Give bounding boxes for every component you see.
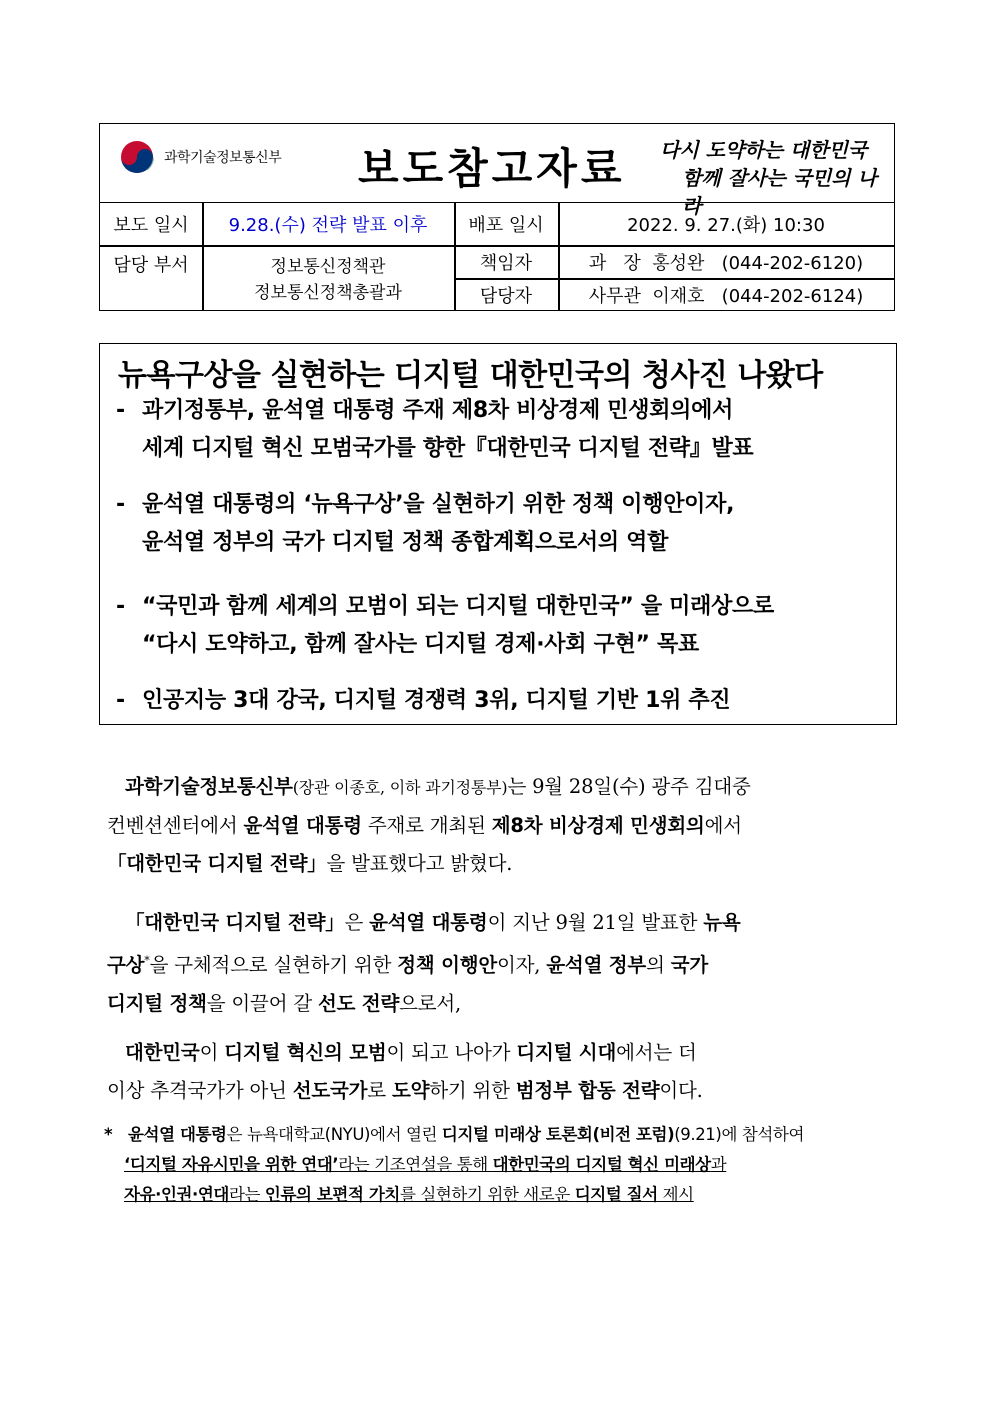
headline-bullet — [116, 486, 734, 562]
text-span: 를 실현하기 위한 새로운 — [399, 1185, 575, 1204]
text-span: 대한민국 — [125, 1041, 200, 1064]
bullet-line-2: “다시 도약하고, 함께 잘사는 디지털 경제·사회 구현” 목표 — [142, 632, 699, 657]
text-span: 구상 — [107, 953, 145, 977]
department-line-2: 정보통신정책총괄과 — [254, 282, 402, 303]
bullet-line-2: 세계 디지털 혁신 모범국가를 향한『대한민국 디지털 전략』발표 — [142, 436, 754, 461]
text-span: 이상 추격국가가 아닌 — [107, 1079, 293, 1102]
text-span: 은 뉴욕대학교(NYU)에서 열린 — [226, 1125, 442, 1144]
col-divider — [558, 202, 560, 310]
text-span: 선도국가 — [292, 1079, 368, 1102]
bullet-dash: - — [116, 492, 125, 517]
footnote — [100, 1120, 900, 1210]
text-span: (9.21)에 참석하여 — [674, 1125, 804, 1144]
body-paragraph-2 — [107, 904, 895, 1023]
text-span: 주재로 개최된 — [361, 814, 492, 837]
text-span: 라는 기조연설을 통해 — [338, 1155, 493, 1174]
manager-value: 과 장 홍성완 (044-202-6120) — [588, 253, 864, 274]
text-span: 자유·인권·연대 — [124, 1185, 229, 1204]
text-span: 도약 — [391, 1079, 430, 1102]
text-span: 뉴욕 — [703, 911, 741, 934]
text-span: 제시 — [657, 1185, 694, 1204]
ministry-name: 과학기술정보통신부 — [164, 150, 282, 166]
text-span: 하기 위한 — [429, 1079, 516, 1102]
text-span: 이자, — [497, 953, 547, 977]
text-span: 윤석열 대통령 — [243, 814, 362, 837]
taegeuk-emblem-icon — [120, 140, 154, 174]
text-span: 이 — [199, 1041, 225, 1064]
bullet-line-1: 과기정통부, 윤석열 대통령 주재 제8차 비상경제 민생회의에서 — [142, 398, 734, 423]
headline-bullet — [116, 392, 753, 468]
bullet-line-2: 윤석열 정부의 국가 디지털 정책 종합계획으로서의 역할 — [142, 530, 669, 555]
department-line-1: 정보통신정책관 — [270, 256, 386, 277]
headline-bullet — [116, 588, 774, 664]
manager-label: 책임자 — [479, 253, 533, 274]
text-span: 윤석열 대통령 — [369, 911, 488, 934]
press-header-table — [99, 123, 895, 311]
text-span: 윤석열 대통령 — [128, 1125, 227, 1144]
text-span: 을 구체적으로 실현하기 위한 — [149, 953, 398, 977]
bullet-dash: - — [116, 594, 125, 619]
slogan-line-2: 함께 잘사는 국민의 나라 — [682, 166, 877, 218]
footnote-marker: * — [144, 954, 150, 967]
text-span: 과 — [710, 1155, 727, 1174]
distribution-date-label: 배포 일시 — [468, 215, 544, 236]
body-paragraph-1 — [107, 768, 895, 883]
text-span: 이 지난 9월 21일 발표한 — [487, 911, 704, 934]
text-span: (장관 이종호, 이하 과기정통부) — [292, 778, 508, 797]
text-span: 을 발표했다고 밝혔다. — [326, 852, 513, 875]
text-span: 과학기술정보통신부 — [125, 775, 293, 798]
text-span: 디지털 미래상 토론회(비전 포럼) — [441, 1125, 675, 1144]
text-span: 「대한민국 디지털 전략」 — [107, 852, 327, 875]
headline-box — [99, 343, 897, 725]
text-span: 「대한민국 디지털 전략」 — [125, 911, 345, 934]
text-span: 제8차 비상경제 민생회의 — [491, 814, 705, 837]
headline-bullet — [116, 682, 730, 720]
bullet-dash: - — [116, 398, 125, 423]
text-span: 선도 전략 — [317, 991, 400, 1015]
text-span: 은 — [344, 911, 370, 934]
staff-label: 담당자 — [479, 285, 533, 307]
document-type-title: 보도참고자료 — [358, 144, 626, 193]
text-span: 의 — [646, 953, 671, 977]
release-date-value: 9.28.(수) 전략 발표 이후 — [228, 215, 428, 236]
text-span: 정책 이행안 — [397, 953, 498, 977]
text-span: 컨벤션센터에서 — [107, 814, 244, 837]
text-span: 디지털 시대 — [516, 1041, 617, 1064]
text-span: 디지털 질서 — [574, 1185, 658, 1204]
text-span: 에서 — [704, 814, 742, 837]
headline-title: 뉴욕구상을 실현하는 디지털 대한민국의 청사진 나왔다 — [118, 358, 823, 393]
text-span: 을 이끌어 갈 — [206, 991, 318, 1015]
bullet-line-1: “국민과 함께 세계의 모범이 되는 디지털 대한민국” 을 미래상으로 — [142, 594, 774, 619]
release-date-label: 보도 일시 — [113, 215, 189, 236]
footnote-star: * — [104, 1125, 113, 1144]
text-span: 디지털 정책 — [107, 991, 207, 1015]
text-span: 디지털 혁신의 모범 — [224, 1041, 387, 1064]
text-span: 인류의 보편적 가치 — [264, 1185, 400, 1204]
text-span: 대한민국의 디지털 혁신 미래상 — [492, 1155, 711, 1174]
bullet-line-1: 인공지능 3대 강국, 디지털 경쟁력 3위, 디지털 기반 1위 추진 — [142, 688, 731, 713]
text-span: 이다. — [659, 1079, 703, 1102]
slogan-line-1: 다시 도약하는 대한민국 — [660, 138, 868, 162]
bullet-dash: - — [116, 688, 125, 713]
text-span: 로 — [367, 1079, 392, 1102]
department-label: 담당 부서 — [113, 255, 189, 276]
text-span: ‘디지털 자유시민을 위한 연대’ — [124, 1155, 339, 1174]
bullet-line-1: 윤석열 대통령의 ‘뉴욕구상’을 실현하기 위한 정책 이행안이자, — [142, 492, 735, 517]
text-span: 이 되고 나아가 — [386, 1041, 517, 1064]
text-span: 으로서, — [399, 991, 462, 1015]
ministry-logo — [120, 140, 281, 174]
staff-value: 사무관 이재호 (044-202-6124) — [588, 285, 864, 307]
header-title-row — [100, 124, 894, 218]
text-span: 는 9월 28일(수) 광주 김대중 — [507, 775, 751, 798]
distribution-date-value: 2022. 9. 27.(화) 10:30 — [627, 215, 825, 236]
col-divider — [202, 202, 204, 310]
text-span: 윤석열 정부 — [546, 953, 647, 977]
text-span: 범정부 합동 전략 — [515, 1079, 660, 1102]
body-paragraph-3 — [107, 1034, 895, 1110]
col-divider — [454, 202, 456, 310]
text-span: 라는 — [228, 1185, 265, 1204]
text-span: 국가 — [670, 953, 708, 977]
text-span: 에서는 더 — [616, 1041, 697, 1064]
